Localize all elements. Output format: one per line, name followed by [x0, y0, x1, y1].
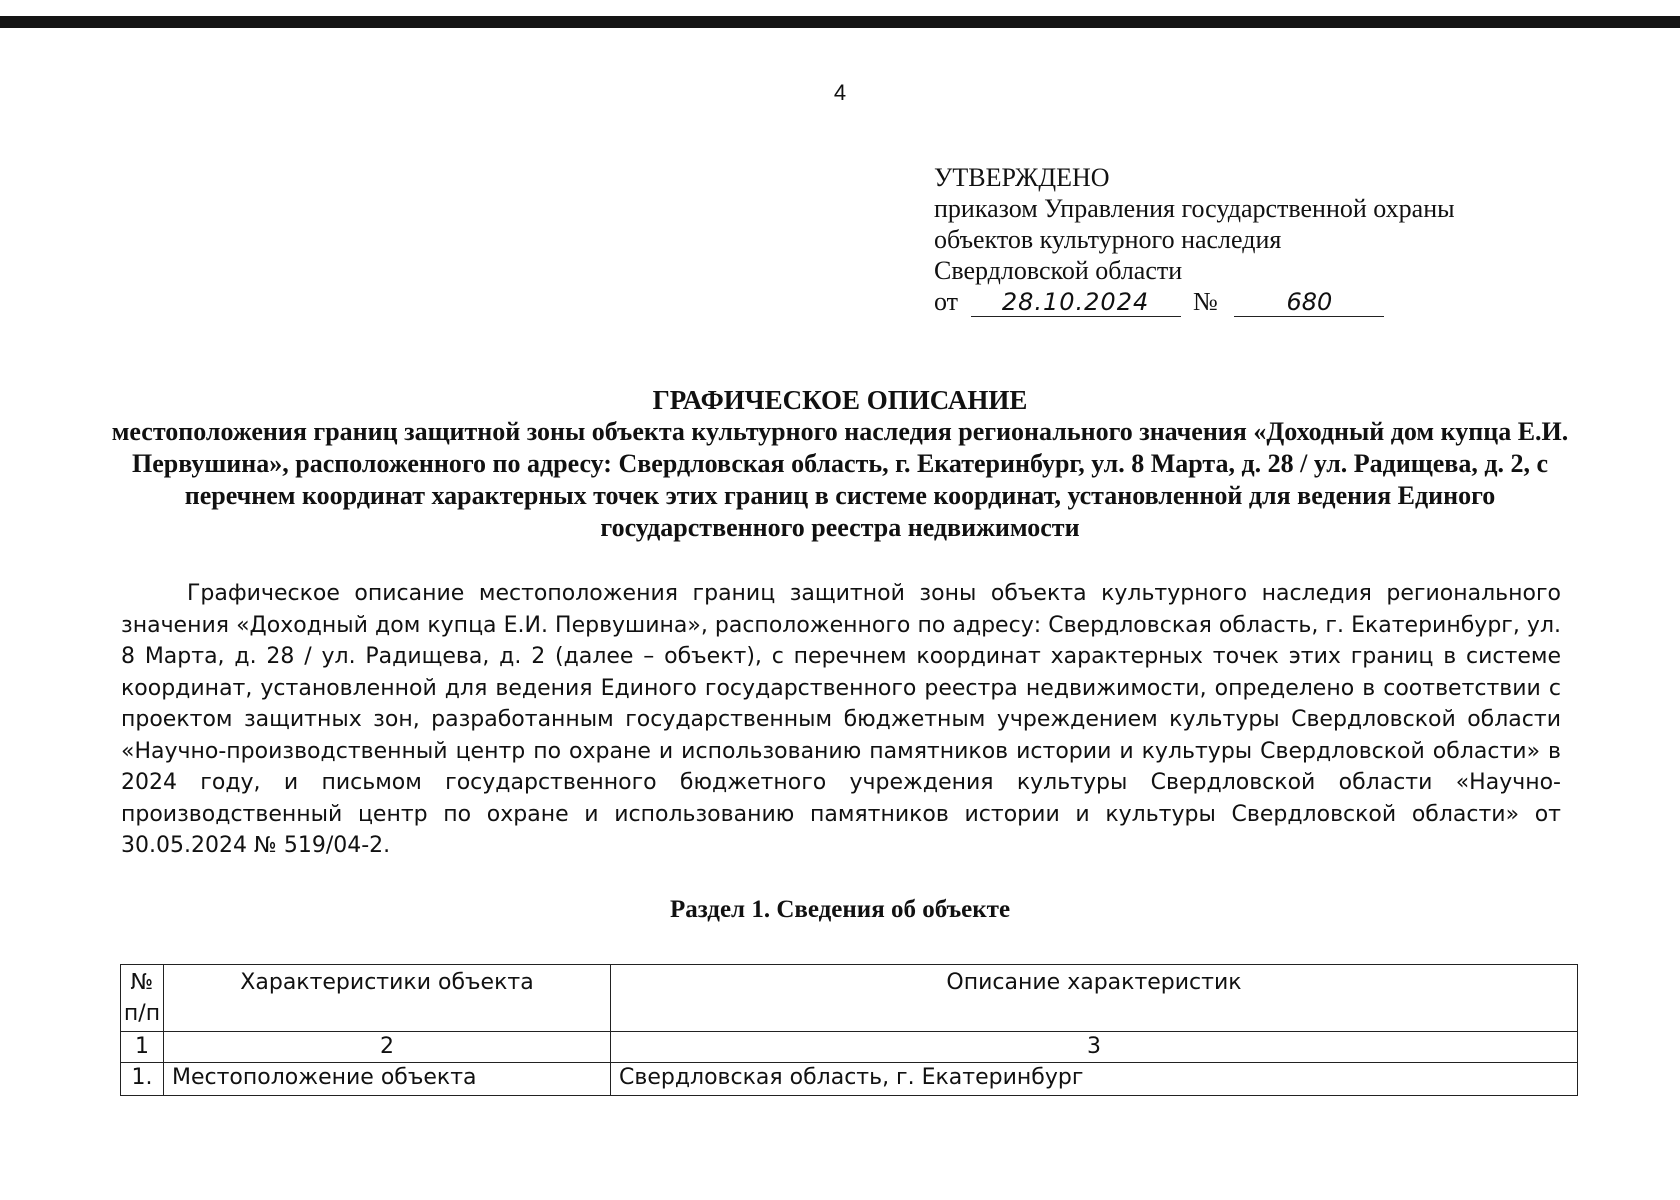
- approval-heading: УТВЕРЖДЕНО: [934, 163, 1110, 192]
- row-description-cell: Свердловская область, г. Екатеринбург: [611, 1063, 1578, 1096]
- section-title: Раздел 1. Сведения об объекте: [669, 896, 1011, 923]
- approval-date-line: [934, 286, 1574, 317]
- top-border-bar: [0, 16, 1680, 28]
- approval-stamp-block: [934, 162, 1574, 317]
- handwritten-order-number: 680: [1234, 288, 1384, 317]
- approval-line-1: приказом Управления государственной охраны: [934, 194, 1455, 223]
- approval-line-2: объектов культурного наследия: [934, 225, 1282, 254]
- header-description: Описание характеристик: [611, 965, 1578, 1032]
- body-paragraph: Графическое описание местоположения границ защитной зоны объекта культурного наследия регионального значения «Доходный дом купца Е.И. Первушина», расположенного по адресу: Свердловская область, г. Екатеринбург, ул. 8 Марта, д. 28 / ул. Радищева, д. 2 (далее – объект), с перечнем координат характерных точек этих границ в системе координат, установленной для ведения Единого государственного реестра недвижимости, определено в соответствии с проектом защитных зон, разработанным государственным бюджетным учреждением культуры Свердловской области «Научно-производственный центр по охране и использованию памятников истории и культуры Свердловской области» в 2024 году, и письмом государственного бюджетного учреждения культуры Свердловской области «Научно-производственный центр по охране и использованию памятников истории и культуры Свердловской области» от 30.05.2024 № 519/04-2.: [121, 581, 1561, 858]
- table-header-row: [121, 965, 1578, 1032]
- row-characteristic-cell: Местоположение объекта: [164, 1063, 611, 1096]
- header-characteristics: Характеристики объекта: [164, 965, 611, 1032]
- numbering-cell-1: 1: [121, 1032, 164, 1063]
- table-row: [121, 1063, 1578, 1096]
- number-sign: №: [1193, 287, 1218, 316]
- page-number: 4: [833, 80, 847, 105]
- numbering-cell-3: 3: [611, 1032, 1578, 1063]
- table-numbering-row: [121, 1032, 1578, 1063]
- document-title-sub: местоположения границ защитной зоны объекта культурного наследия регионального значения «Доходный дом купца Е.И. Первушина», расположенного по адресу: Свердловская область, г. Екатеринбург, ул. 8 Марта, д. 28 / ул. Радищева, д. 2, с перечнем координат характерных точек этих границ в системе координат, установленной для ведения Единого государственного реестра недвижимости: [111, 417, 1569, 542]
- object-info-table: [120, 964, 1578, 1096]
- document-title-main: ГРАФИЧЕСКОЕ ОПИСАНИЕ: [652, 385, 1028, 415]
- document-title: [100, 384, 1580, 544]
- row-number-cell: 1.: [121, 1063, 164, 1096]
- approval-line-3: Свердловской области: [934, 256, 1183, 285]
- date-prefix: от: [934, 287, 959, 316]
- handwritten-date: 28.10.2024: [971, 288, 1181, 317]
- numbering-cell-2: 2: [164, 1032, 611, 1063]
- header-number: № п/п: [121, 965, 164, 1032]
